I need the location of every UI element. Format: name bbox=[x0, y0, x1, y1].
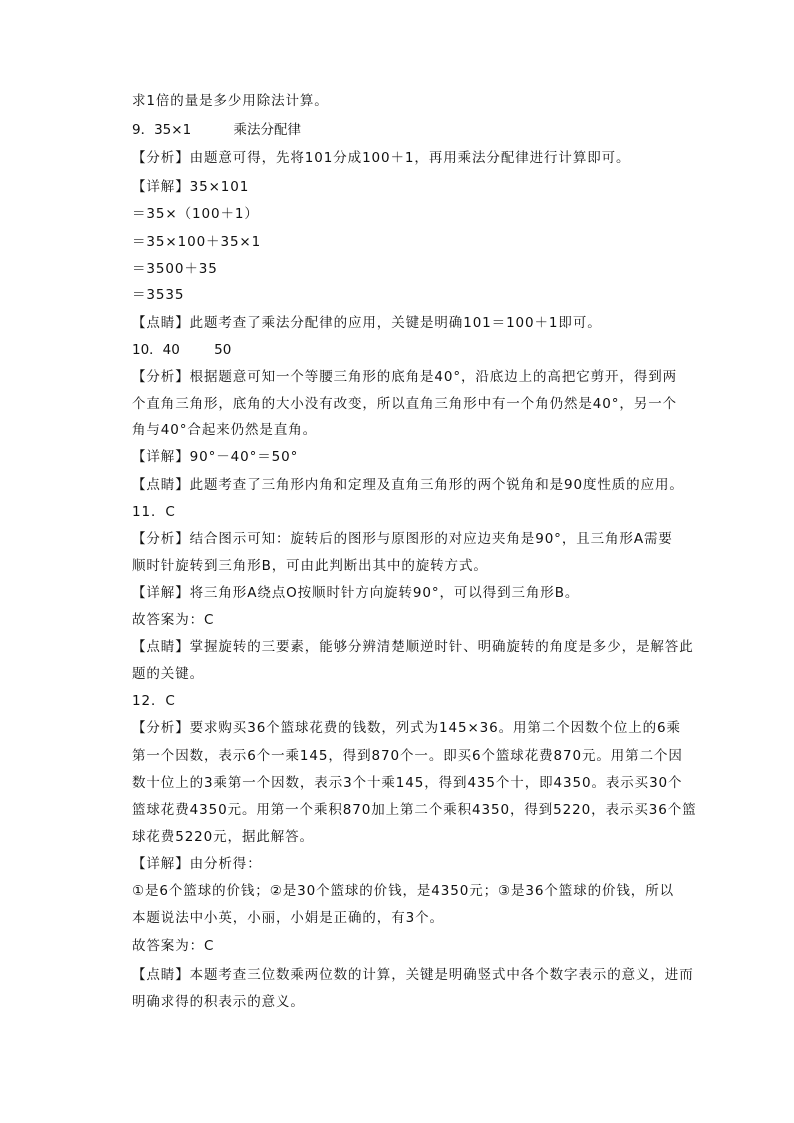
solution-line: 【详解】由分析得： bbox=[132, 856, 262, 872]
analysis-line: 【分析】根据题意可知一个等腰三角形的底角是40°，沿底边上的高把它剪开，得到两 bbox=[132, 369, 678, 385]
text-line: 明确求得的积表示的意义。 bbox=[132, 994, 305, 1010]
text-line: 球花费5220元，据此解答。 bbox=[132, 829, 314, 845]
answer-line: 故答案为：C bbox=[132, 938, 215, 954]
answer-line: 故答案为：C bbox=[132, 612, 215, 628]
text-line: 题的关键。 bbox=[132, 666, 204, 682]
text-line: 求1倍的量是多少用除法计算。 bbox=[132, 93, 329, 109]
equation-line: ＝3500＋35 bbox=[132, 261, 218, 277]
comment-line: 【点睛】此题考查了乘法分配律的应用，关键是明确101＝100＋1即可。 bbox=[132, 315, 602, 331]
text-line: 数十位上的3乘第一个因数，表示3个十乘145，得到435个十，即4350。表示买30个 bbox=[132, 775, 683, 791]
text-line: 顺时针旋转到三角形B，可由此判断出其中的旋转方式。 bbox=[132, 558, 488, 574]
question-9-answer bbox=[132, 121, 301, 139]
text-line: ①是6个篮球的价钱；②是30个篮球的价钱，是4350元；③是36个篮球的价钱，所以 bbox=[132, 883, 675, 899]
text-line: 角与40°合起来仍然是直角。 bbox=[132, 422, 318, 438]
comment-line: 【点睛】本题考查三位数乘两位数的计算，关键是明确竖式中各个数字表示的意义，进而 bbox=[132, 967, 694, 983]
question-number: 10．40 bbox=[132, 342, 180, 358]
question-10-answer bbox=[132, 341, 231, 359]
text-line: 本题说法中小英，小丽，小娟是正确的，有3个。 bbox=[132, 910, 444, 926]
equation-line: ＝35×100＋35×1 bbox=[132, 234, 262, 250]
solution-line: 【详解】90°－40°＝50° bbox=[132, 449, 299, 465]
question-12-answer: 12．C bbox=[132, 693, 176, 709]
analysis-line: 【分析】由题意可得，先将101分成100＋1，再用乘法分配律进行计算即可。 bbox=[132, 150, 631, 166]
answer-text: 乘法分配律 bbox=[233, 122, 301, 138]
comment-line: 【点睛】此题考查了三角形内角和定理及直角三角形的两个锐角和是90度性质的应用。 bbox=[132, 477, 684, 493]
equation-line: ＝3535 bbox=[132, 287, 185, 303]
comment-line: 【点睛】掌握旋转的三要素，能够分辨清楚顺逆时针、明确旋转的角度是多少，是解答此 bbox=[132, 639, 694, 655]
analysis-line: 【分析】要求购买36个篮球花费的钱数，列式为145×36。用第二个因数个位上的6乘 bbox=[132, 720, 681, 736]
equation-line: ＝35×（100＋1） bbox=[132, 206, 259, 222]
text-line: 篮球花费4350元。用第一个乘积870加上第二个乘积4350，得到5220，表示买36个篮 bbox=[132, 802, 697, 818]
answer-text: 50 bbox=[214, 342, 232, 358]
question-number: 9．35×1 bbox=[132, 122, 192, 138]
solution-line: 【详解】35×101 bbox=[132, 179, 250, 195]
analysis-line: 【分析】结合图示可知：旋转后的图形与原图形的对应边夹角是90°，且三角形A需要 bbox=[132, 531, 673, 547]
text-line: 第一个因数，表示6个一乘145，得到870个一。即买6个篮球花费870元。用第二个因 bbox=[132, 748, 683, 764]
text-line: 个直角三角形，底角的大小没有改变，所以直角三角形中有一个角仍然是40°，另一个 bbox=[132, 396, 678, 412]
solution-line: 【详解】将三角形A绕点O按顺时针方向旋转90°，可以得到三角形B。 bbox=[132, 585, 580, 601]
question-11-answer: 11．C bbox=[132, 504, 176, 520]
